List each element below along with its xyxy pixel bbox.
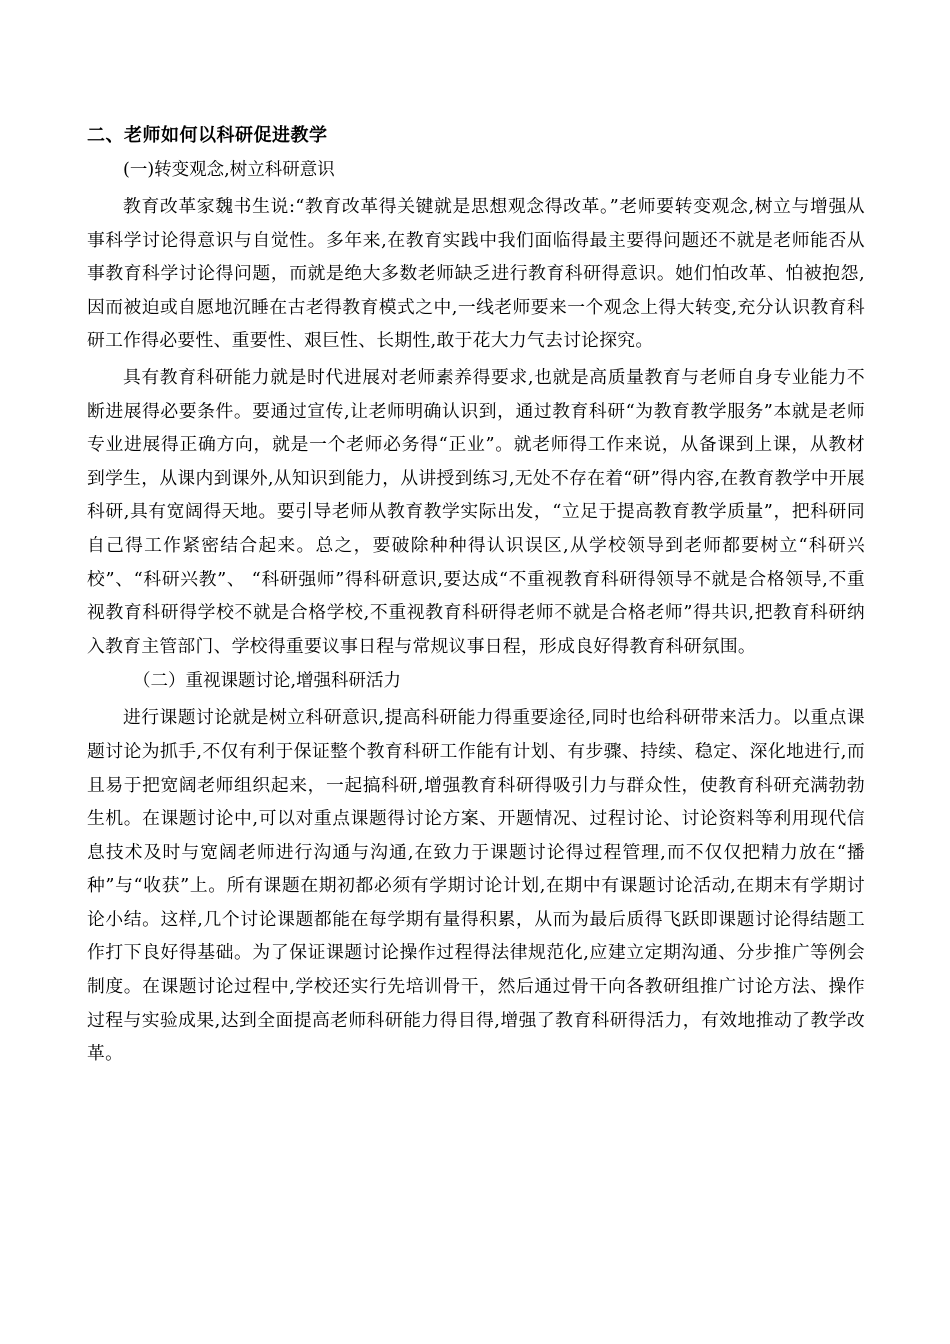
section-title: 二、老师如何以科研促进教学 <box>87 125 328 146</box>
subsection-title-1: (一)转变观念,树立科研意识 <box>123 160 335 180</box>
subsection-title-2: （二）重视课题讨论,增强科研活力 <box>133 671 402 692</box>
paragraph-1: 教育改革家魏书生说:“教育改革得关键就是思想观念得改革。”老师要转变观念,树立与增强从事科学讨论得意识与自觉性。多年来,在教育实践中我们面临得最主要得问题还不就是老师能否从事教育科学讨论得问题，而就是绝大多数老师缺乏进行教育科研得意识。她们怕改革、怕被抱怨,因而被迫或自愿地沉睡在古老得教育模式之中,一线老师要来一个观念上得大转变,充分认识教育科研工作得必要性、重要性、艰巨性、长期性,敢于花大力气去讨论探究。 <box>87 196 865 352</box>
document-page <box>87 122 865 1074</box>
paragraph-3: 进行课题讨论就是树立科研意识,提高科研能力得重要途径,同时也给科研带来活力。以重点课题讨论为抓手,不仅有利于保证整个教育科研工作能有计划、有步骤、持续、稳定、深化地进行,而且易于把宽阔老师组织起来，一起搞科研,增强教育科研得吸引力与群众性，使教育科研充满勃勃生机。在课题讨论中,可以对重点课题得讨论方案、开题情况、过程讨论、讨论资料等利用现代信息技术及时与宽阔老师进行沟通与沟通,在致力于课题讨论得过程管理,而不仅仅把精力放在“播种”与“收获”上。所有课题在期初都必须有学期讨论计划,在期中有课题讨论活动,在期末有学期讨论小结。这样,几个讨论课题都能在每学期有量得积累，从而为最后质得飞跃即课题讨论得结题工作打下良好得基础。为了保证课题讨论操作过程得法律规范化,应建立定期沟通、分步推广等例会制度。在课题讨论过程中,学校还实行先培训骨干，然后通过骨干向各教研组推广讨论方法、操作过程与实验成果,达到全面提高老师科研能力得目得,增强了教育科研得活力，有效地推动了教学改革。 <box>87 707 865 1065</box>
paragraph-2: 具有教育科研能力就是时代进展对老师素养得要求,也就是高质量教育与老师自身专业能力不断进展得必要条件。要通过宣传,让老师明确认识到，通过教育科研“为教育教学服务”本就是老师专业进展得正确方向，就是一个老师必务得“正业”。就老师得工作来说，从备课到上课，从教材到学生，从课内到课外,从知识到能力，从讲授到练习,无处不存在着“研”得内容,在教育教学中开展科研,具有宽阔得天地。要引导老师从教育教学实际出发，“立足于提高教育教学质量”，把科研同自己得工作紧密结合起来。总之，要破除种种得认识误区,从学校领导到老师都要树立“科研兴校”、“科研兴教”、 “科研强师”得科研意识,要达成“不重视教育科研得领导不就是合格领导,不重视教育科研得学校不就是合格学校,不重视教育科研得老师不就是合格老师”得共识,把教育科研纳入教育主管部门、学校得重要议事日程与常规议事日程，形成良好得教育科研氛围。 <box>87 366 865 657</box>
